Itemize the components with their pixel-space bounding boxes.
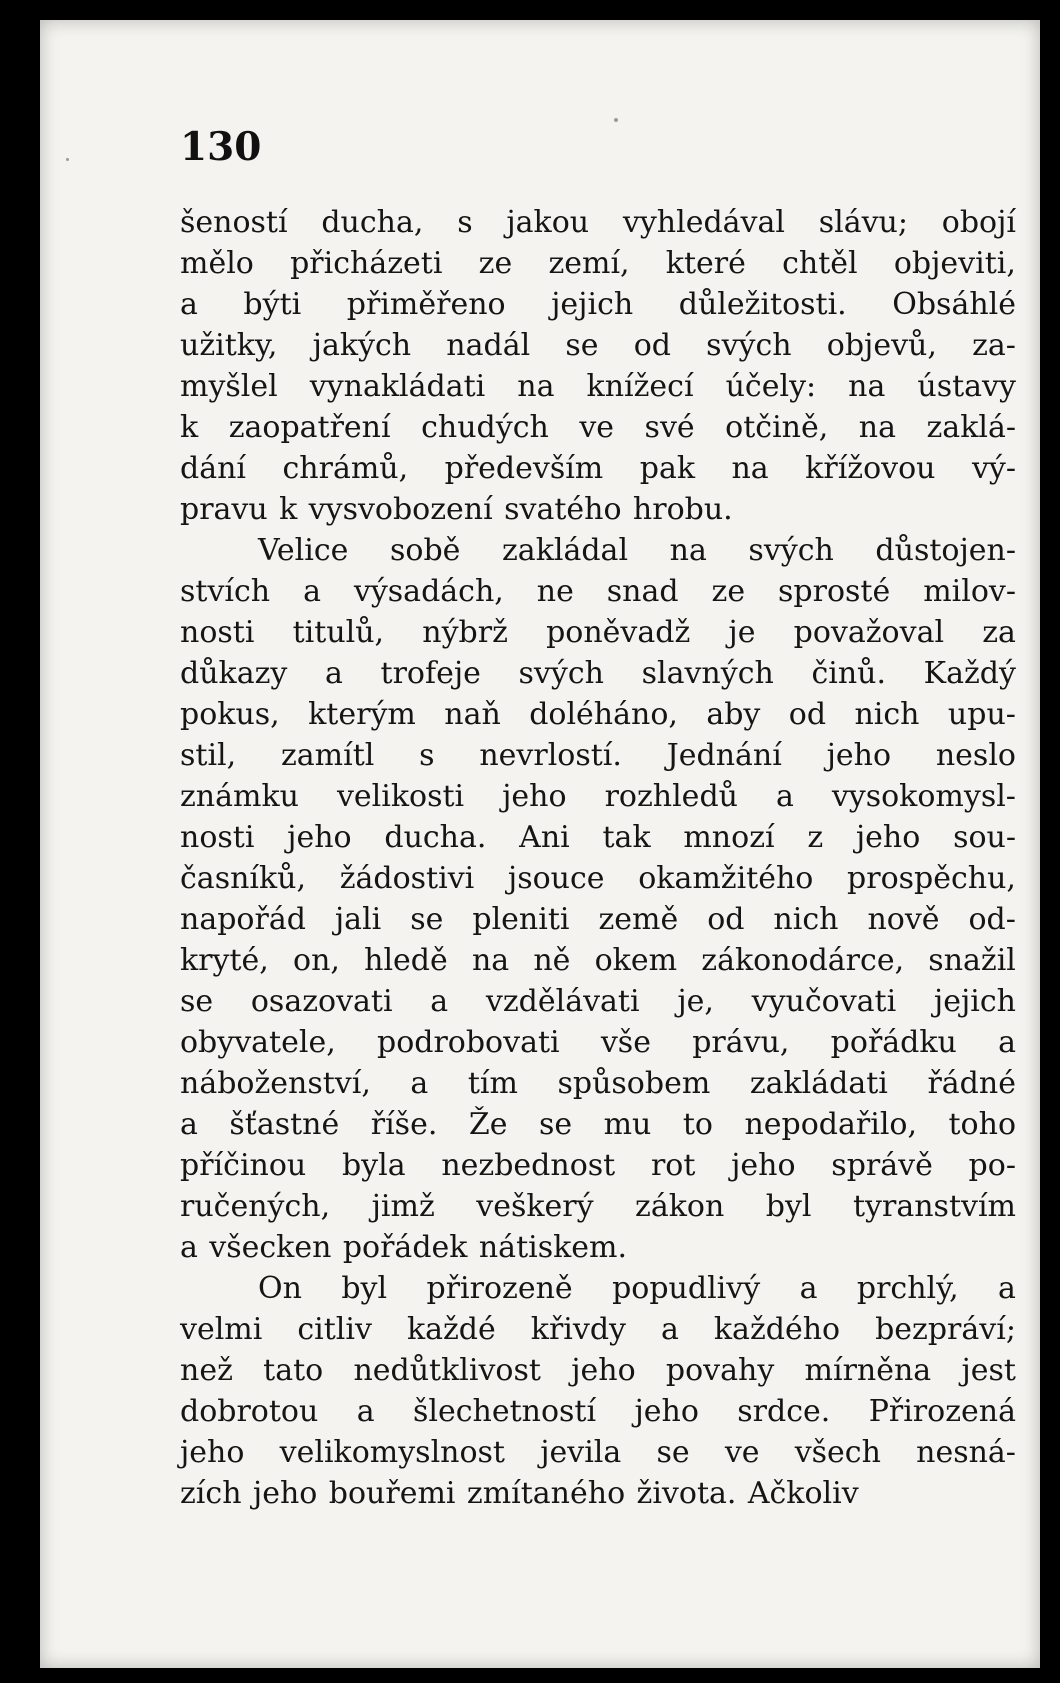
word: každé xyxy=(406,1312,496,1347)
word: je, xyxy=(677,984,714,1019)
text-line xyxy=(180,899,1016,940)
word: bouřemi xyxy=(328,1476,456,1511)
text-line xyxy=(180,1391,1016,1432)
word: jimž xyxy=(371,1189,435,1224)
word: pleniti xyxy=(472,902,570,937)
word: a xyxy=(998,1025,1016,1060)
word: šťastné xyxy=(229,1107,340,1142)
word: křížovou xyxy=(805,451,936,486)
word: důkazy xyxy=(180,656,288,691)
word: než xyxy=(180,1353,233,1388)
word: se xyxy=(656,1435,690,1470)
word: právu, xyxy=(692,1025,790,1060)
word: byla xyxy=(341,1148,406,1183)
word: země xyxy=(598,902,679,937)
word: zemí, xyxy=(548,246,630,281)
word: jejich xyxy=(933,984,1016,1019)
word: od xyxy=(788,697,827,732)
speck xyxy=(614,118,618,122)
word: rozhledů xyxy=(604,779,738,814)
word: dání xyxy=(180,451,247,486)
word: zákonodárce, xyxy=(701,943,905,978)
text-line xyxy=(180,489,1016,530)
word: a xyxy=(180,287,198,322)
text-line xyxy=(180,1227,1016,1268)
word: a xyxy=(410,1066,429,1101)
word: příčinou xyxy=(180,1148,307,1183)
word: hledě xyxy=(364,943,448,978)
word: jeho xyxy=(502,779,567,814)
word: sou- xyxy=(953,820,1016,855)
text-line xyxy=(180,735,1016,776)
word: knížecí xyxy=(586,369,694,404)
text-body xyxy=(180,202,1016,1514)
word: tak xyxy=(602,820,651,855)
word: na xyxy=(471,943,510,978)
text-line xyxy=(180,612,1016,653)
word: myšlel xyxy=(180,369,278,404)
word: byl xyxy=(341,1271,388,1306)
word: s xyxy=(457,205,473,240)
word: života. xyxy=(636,1476,737,1511)
text-line xyxy=(180,1063,1016,1104)
word: vzdělávati xyxy=(485,984,640,1019)
word: od xyxy=(707,902,745,937)
word: povahy xyxy=(665,1353,775,1388)
text-line xyxy=(180,1268,1016,1309)
word: pořádek xyxy=(342,1230,468,1265)
text-line xyxy=(180,1022,1016,1063)
word: za- xyxy=(972,328,1016,363)
text-line xyxy=(180,694,1016,735)
word: a xyxy=(775,779,794,814)
word: neslo xyxy=(935,738,1016,773)
word: nosti xyxy=(180,615,255,650)
word: ducha. xyxy=(384,820,487,855)
word: nedůtklivost xyxy=(353,1353,541,1388)
word: zích xyxy=(180,1476,242,1511)
word: jsouce xyxy=(507,861,605,896)
word: nesná- xyxy=(916,1435,1016,1470)
word: otčině, xyxy=(725,410,829,445)
word: vysvobození xyxy=(308,492,493,527)
text-line xyxy=(180,817,1016,858)
word: zaopatření xyxy=(228,410,391,445)
word: stil, xyxy=(180,738,237,773)
text-line xyxy=(180,1104,1016,1145)
word: svých xyxy=(748,533,834,568)
page-number: 130 xyxy=(180,124,262,170)
word: jejich xyxy=(551,287,634,322)
word: od- xyxy=(968,902,1016,937)
text-line xyxy=(180,940,1016,981)
text-line xyxy=(180,448,1016,489)
word: důležitosti. xyxy=(678,287,847,322)
word: za xyxy=(982,615,1016,650)
word: z xyxy=(807,820,824,855)
word: vynakládati xyxy=(309,369,486,404)
word: tyranstvím xyxy=(853,1189,1016,1224)
word: kryté, xyxy=(180,943,269,978)
word: snad xyxy=(606,574,679,609)
word: na xyxy=(669,533,707,568)
word: jest xyxy=(961,1353,1016,1388)
word: zmítaného xyxy=(466,1476,626,1511)
word: a xyxy=(180,1230,198,1265)
text-line xyxy=(180,1145,1016,1186)
word: vý- xyxy=(971,451,1016,486)
speck xyxy=(66,158,69,161)
word: zakládati xyxy=(749,1066,888,1101)
word: mělo xyxy=(180,246,254,281)
word: chtěl xyxy=(782,246,858,281)
word: objeviti, xyxy=(893,246,1016,281)
word: obojí xyxy=(941,205,1016,240)
book-page xyxy=(40,20,1040,1668)
text-line xyxy=(180,776,1016,817)
word: od xyxy=(633,328,671,363)
word: obyvatele, xyxy=(180,1025,336,1060)
word: slavných xyxy=(641,656,774,691)
word: sobě xyxy=(390,533,461,568)
text-line xyxy=(180,1309,1016,1350)
word: Obsáhlé xyxy=(892,287,1016,322)
word: hrobu. xyxy=(632,492,733,527)
word: všecken xyxy=(209,1230,332,1265)
word: se xyxy=(410,902,444,937)
word: nátiskem. xyxy=(478,1230,628,1265)
word: ze xyxy=(711,574,746,609)
word: Jednání xyxy=(666,738,782,773)
word: každého xyxy=(713,1312,841,1347)
word: které xyxy=(665,246,746,281)
word: velikosti xyxy=(336,779,465,814)
word: dobrotou xyxy=(180,1394,319,1429)
word: správě xyxy=(831,1148,933,1183)
word: milov- xyxy=(923,574,1016,609)
word: ústavy xyxy=(917,369,1016,404)
word: tato xyxy=(263,1353,324,1388)
word: aby xyxy=(706,697,761,732)
word: na xyxy=(848,369,886,404)
word: nich xyxy=(773,902,839,937)
word: jali xyxy=(334,902,382,937)
word: Že xyxy=(468,1107,508,1142)
word: náboženství, xyxy=(180,1066,371,1101)
word: a xyxy=(180,1107,198,1142)
word: slávu; xyxy=(818,205,908,240)
word: přiměřeno xyxy=(346,287,506,322)
word: nevrlostí. xyxy=(479,738,622,773)
word: ně xyxy=(533,943,571,978)
word: je xyxy=(728,615,756,650)
word: časníků, xyxy=(180,861,307,896)
word: srdce. xyxy=(737,1394,831,1429)
word: pak xyxy=(639,451,696,486)
word: On xyxy=(258,1271,302,1306)
word: citliv xyxy=(297,1312,372,1347)
word: byl xyxy=(765,1189,812,1224)
word: ve xyxy=(579,410,615,445)
word: toho xyxy=(948,1107,1016,1142)
word: rot xyxy=(650,1148,696,1183)
text-line xyxy=(180,653,1016,694)
word: prchlý, xyxy=(856,1271,959,1306)
word: Přirozená xyxy=(868,1394,1016,1429)
word: osazovati xyxy=(250,984,393,1019)
text-line xyxy=(180,858,1016,899)
word: jeho xyxy=(731,1148,796,1183)
word: Ani xyxy=(519,820,570,855)
word: na xyxy=(858,410,896,445)
word: tím xyxy=(467,1066,518,1101)
word: okem xyxy=(594,943,678,978)
word: zamítl xyxy=(280,738,375,773)
word: kterým xyxy=(308,697,416,732)
word: podrobovati xyxy=(376,1025,560,1060)
word: jeho xyxy=(180,1435,245,1470)
word: naň xyxy=(444,697,501,732)
word: trofeje xyxy=(380,656,481,691)
word: šlechetností xyxy=(412,1394,597,1429)
word: k xyxy=(180,410,199,445)
word: Každý xyxy=(923,656,1016,691)
word: všech xyxy=(794,1435,881,1470)
word: popudlivý xyxy=(612,1271,761,1306)
word: říše. xyxy=(370,1107,438,1142)
word: jeho xyxy=(571,1353,636,1388)
word: a xyxy=(356,1394,375,1429)
word: ducha, xyxy=(321,205,424,240)
word: nadál xyxy=(446,328,531,363)
text-line xyxy=(180,530,1016,571)
word: vyučovati xyxy=(751,984,897,1019)
word: prospěchu, xyxy=(847,861,1016,896)
word: přirozeně xyxy=(426,1271,573,1306)
word: účely: xyxy=(725,369,817,404)
text-line xyxy=(180,325,1016,366)
word: nově xyxy=(867,902,940,937)
word: chrámů, xyxy=(282,451,409,486)
word: upu- xyxy=(947,697,1016,732)
word: jeho xyxy=(634,1394,699,1429)
word: pořádku xyxy=(830,1025,957,1060)
word: velmi xyxy=(180,1312,263,1347)
word: zaklá- xyxy=(926,410,1016,445)
word: jakou xyxy=(506,205,590,240)
word: chudých xyxy=(421,410,549,445)
word: bezpráví; xyxy=(875,1312,1016,1347)
word: činů. xyxy=(811,656,887,691)
word: svých xyxy=(518,656,604,691)
word: mírněna xyxy=(804,1353,932,1388)
word: napořád xyxy=(180,902,306,937)
text-line xyxy=(180,284,1016,325)
word: křivdy xyxy=(530,1312,626,1347)
word: vyhledával xyxy=(622,205,785,240)
word: nezbednost xyxy=(441,1148,616,1183)
word: stvích xyxy=(180,574,271,609)
word: přicházeti xyxy=(290,246,443,281)
word: svých xyxy=(706,328,792,363)
word: býti xyxy=(243,287,302,322)
word: nepodařilo, xyxy=(744,1107,918,1142)
word: pokus, xyxy=(180,697,280,732)
word: pravu xyxy=(180,492,268,527)
text-line xyxy=(180,981,1016,1022)
word: k xyxy=(279,492,298,527)
word: žádostivi xyxy=(339,861,475,896)
word: nýbrž xyxy=(422,615,508,650)
word: jevila xyxy=(540,1435,622,1470)
text-line xyxy=(180,1186,1016,1227)
word: poněvadž xyxy=(546,615,691,650)
word: on, xyxy=(293,943,340,978)
word: Velice xyxy=(258,533,349,568)
word: a xyxy=(660,1312,679,1347)
word: a xyxy=(430,984,449,1019)
word: jeho xyxy=(855,820,921,855)
word: zakládal xyxy=(502,533,629,568)
word: důstojen- xyxy=(875,533,1016,568)
word: a xyxy=(324,656,343,691)
word: užitky, xyxy=(180,328,278,363)
word: ze xyxy=(478,246,513,281)
word: známku xyxy=(180,779,299,814)
word: ve xyxy=(724,1435,760,1470)
word: s xyxy=(419,738,435,773)
word: mu xyxy=(603,1107,652,1142)
text-line xyxy=(180,1432,1016,1473)
word: jeho xyxy=(287,820,352,855)
word: na xyxy=(731,451,769,486)
word: jeho xyxy=(252,1476,318,1511)
word: nich xyxy=(854,697,920,732)
word: to xyxy=(682,1107,713,1142)
word: snažil xyxy=(928,943,1016,978)
text-line xyxy=(180,407,1016,448)
word: spůsobem xyxy=(557,1066,711,1101)
word: velikomyslnost xyxy=(279,1435,505,1470)
word: se xyxy=(538,1107,573,1142)
text-line xyxy=(180,243,1016,284)
word: zákon xyxy=(635,1189,725,1224)
word: a xyxy=(799,1271,818,1306)
word: a xyxy=(998,1271,1016,1306)
word: Ačkoliv xyxy=(747,1476,859,1511)
word: své xyxy=(644,410,695,445)
word: sprosté xyxy=(778,574,891,609)
text-line xyxy=(180,1350,1016,1391)
word: objevů, xyxy=(826,328,937,363)
word: se xyxy=(565,328,599,363)
word: a xyxy=(303,574,321,609)
word: se xyxy=(180,984,214,1019)
word: vše xyxy=(600,1025,651,1060)
word: řádné xyxy=(927,1066,1016,1101)
word: na xyxy=(517,369,555,404)
text-line xyxy=(180,202,1016,243)
word: šeností xyxy=(180,205,288,240)
word: jeho xyxy=(826,738,892,773)
word: doléháno, xyxy=(529,697,678,732)
text-line xyxy=(180,571,1016,612)
word: ne xyxy=(536,574,574,609)
word: svatého xyxy=(504,492,622,527)
word: především xyxy=(444,451,604,486)
word: jakých xyxy=(312,328,412,363)
word: okamžitého xyxy=(638,861,814,896)
word: po- xyxy=(968,1148,1016,1183)
word: mnozí xyxy=(683,820,775,855)
word: veškerý xyxy=(476,1189,594,1224)
word: považoval xyxy=(793,615,945,650)
word: vysokomysl- xyxy=(831,779,1016,814)
word: nosti xyxy=(180,820,255,855)
text-line xyxy=(180,366,1016,407)
word: titulů, xyxy=(292,615,385,650)
word: výsadách, xyxy=(353,574,504,609)
text-line xyxy=(180,1473,1016,1514)
word: ručených, xyxy=(180,1189,331,1224)
